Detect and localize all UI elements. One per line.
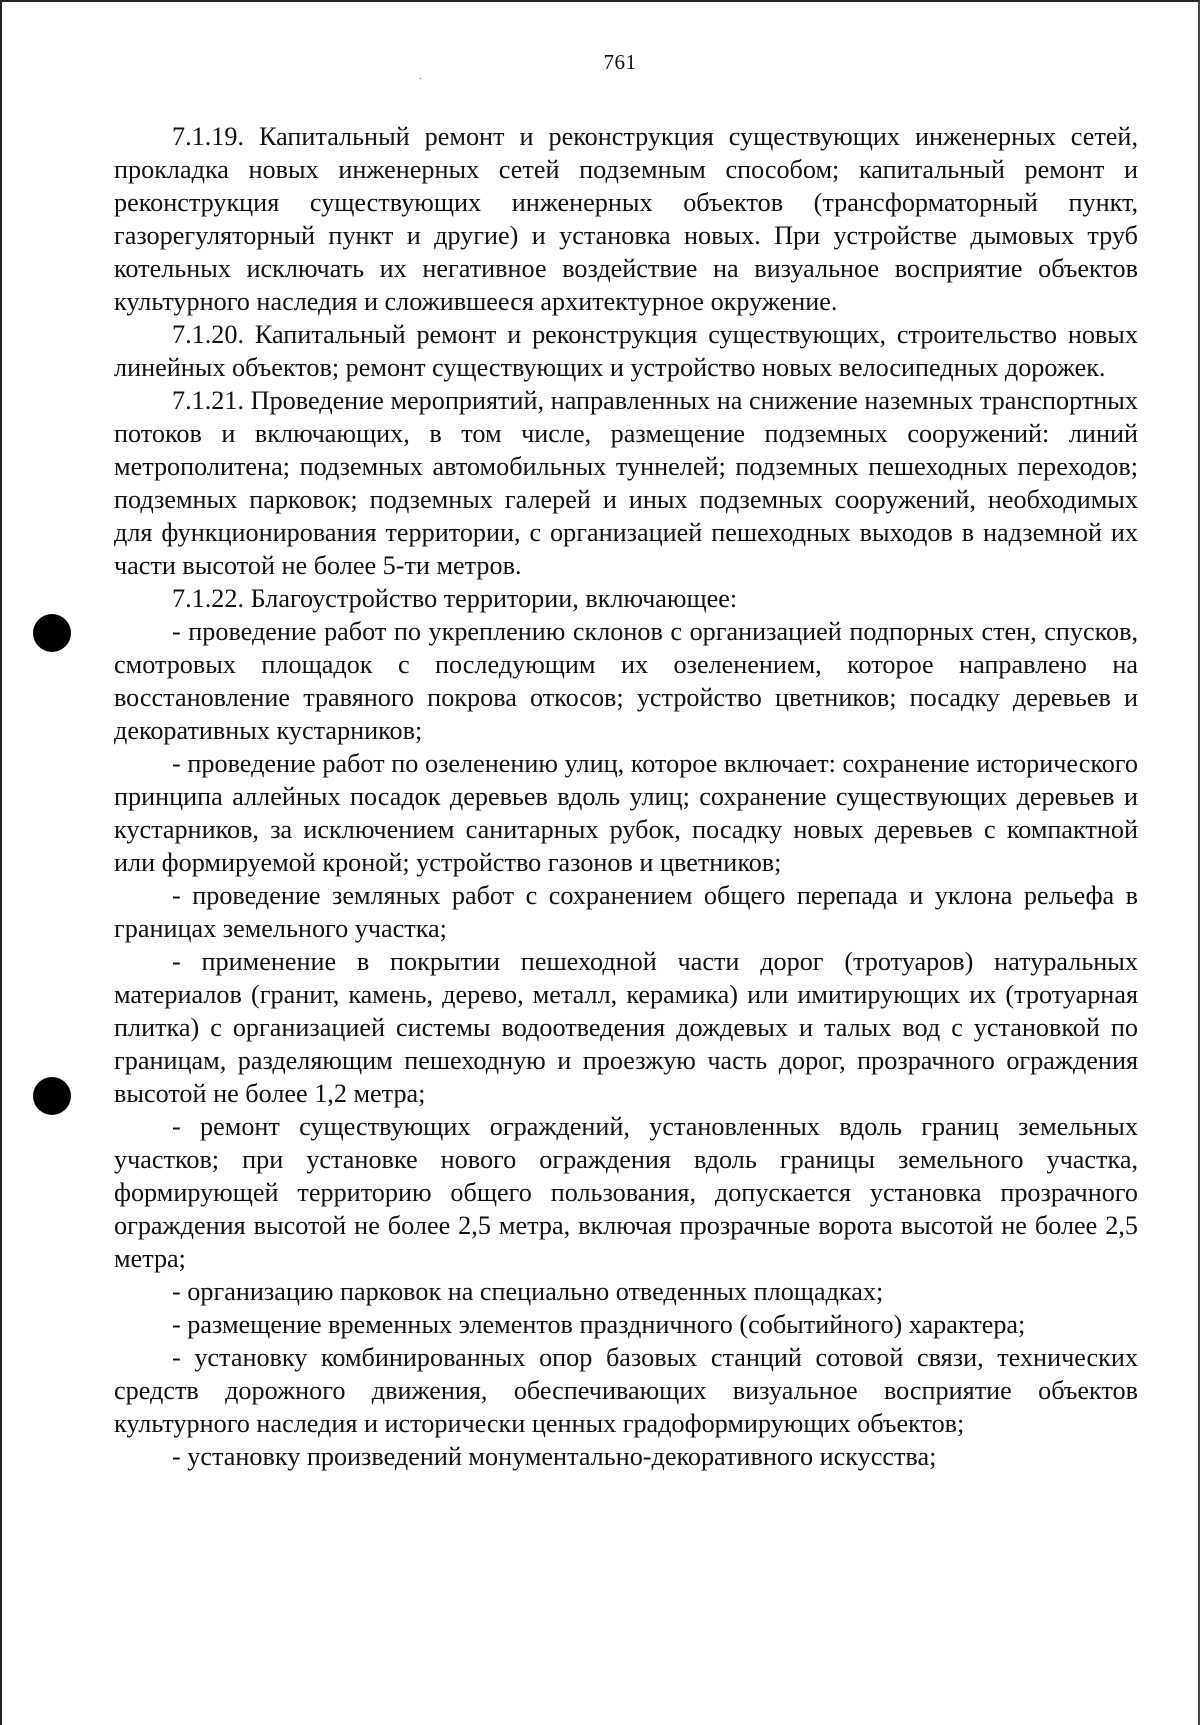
page-number: 761 bbox=[603, 50, 637, 74]
list-item-parking: - организацию парковок на специально отведенных площадках; bbox=[172, 1277, 884, 1306]
list-item-temporary-elements: - размещение временных элементов праздничного (событийного) характера; bbox=[172, 1310, 1026, 1339]
list-item-fences: - ремонт существующих ограждений, установленных вдоль границ земельных участков; при установке нового ограждения вдоль границы земельного участка, формирующей территорию общего пользования, допускается установка прозрачного ограждения высотой не более 2,5 метра, включая прозрачные ворота высотой не более 2,5 метра; bbox=[114, 1112, 1138, 1273]
list-item-greening: - проведение работ по озеленению улиц, которое включает: сохранение исторического принципа аллейных посадок деревьев вдоль улиц; сохранение существующих деревьев и кустарников, за исключением санитарных рубок, посадку новых деревьев с компактной или формируемой кроной; устройство газонов и цветников; bbox=[114, 749, 1138, 877]
document-body bbox=[114, 120, 1138, 1473]
paragraph-7-1-20: 7.1.20. Капитальный ремонт и реконструкция существующих, строительство новых линейных объектов; ремонт существующих и устройство новых велосипедных дорожек. bbox=[114, 320, 1138, 382]
paragraph-7-1-19: 7.1.19. Капитальный ремонт и реконструкция существующих инженерных сетей, прокладка новых инженерных сетей подземным способом; капитальный ремонт и реконструкция существующих инженерных объектов (трансформаторный пункт, газорегуляторный пункт и другие) и установка новых. При устройстве дымовых труб котельных исключать их негативное воздействие на визуальное восприятие объектов культурного наследия и сложившееся архитектурное окружение. bbox=[114, 122, 1138, 316]
paragraph-7-1-22: 7.1.22. Благоустройство территории, включающее: bbox=[172, 584, 738, 613]
paragraph-7-1-21: 7.1.21. Проведение мероприятий, направленных на снижение наземных транспортных потоков и включающих, в том числе, размещение подземных сооружений: линий метрополитена; подземных автомобильных туннелей; подземных пешеходных переходов; подземных парковок; подземных галерей и иных подземных сооружений, необходимых для функционирования территории, с организацией пешеходных выходов в надземной их части высотой не более 5-ти метров. bbox=[114, 386, 1138, 580]
list-item-combined-supports: - установку комбинированных опор базовых станций сотовой связи, технических средств дорожного движения, обеспечивающих визуальное восприятие объектов культурного наследия и исторически ценных градоформирующих объектов; bbox=[114, 1343, 1138, 1438]
list-item-pavement: - применение в покрытии пешеходной части дорог (тротуаров) натуральных материалов (гранит, камень, дерево, металл, керамика) или имитирующих их (тротуарная плитка) с организацией системы водоотведения дождевых и талых вод с установкой по границам, разделяющим пешеходную и проезжую часть дорог, прозрачного ограждения высотой не более 1,2 метра; bbox=[114, 947, 1138, 1108]
scan-speck bbox=[420, 78, 421, 79]
list-item-slopes: - проведение работ по укреплению склонов с организацией подпорных стен, спусков, смотровых площадок с последующим их озеленением, которое направлено на восстановление травяного покрова откосов; устройство цветников; посадку деревьев и декоративных кустарников; bbox=[114, 617, 1138, 745]
list-item-earthworks: - проведение земляных работ с сохранением общего перепада и уклона рельефа в границах земельного участка; bbox=[114, 881, 1138, 943]
punch-hole-lower bbox=[33, 1077, 71, 1115]
list-item-monumental-art: - установку произведений монументально-декоративного искусства; bbox=[172, 1442, 937, 1471]
punch-hole-upper bbox=[33, 614, 71, 652]
